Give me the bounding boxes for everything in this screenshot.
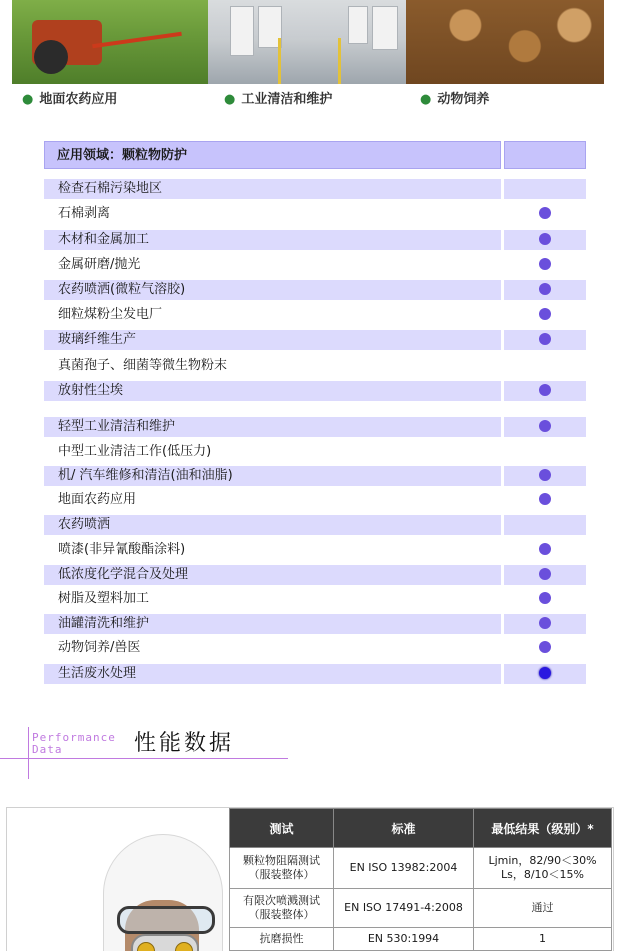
caption-text: 动物饲养 [437, 92, 490, 107]
caption-industrial [224, 88, 332, 107]
check-dot-icon [539, 420, 551, 432]
caption-animal [420, 88, 489, 107]
table-row [230, 848, 612, 889]
table-row [44, 638, 586, 658]
goggles-icon [117, 906, 215, 934]
respirator-mask-icon [131, 934, 199, 951]
check-dot-icon [539, 333, 551, 345]
application-mark-cell [504, 589, 586, 609]
performance-table-header-row [230, 809, 612, 848]
application-label: 轻型工业清洁和维护 [44, 417, 501, 437]
application-mark-cell [504, 490, 586, 510]
poultry-farm-photo [406, 0, 604, 84]
farm-tractor-photo [12, 0, 208, 84]
check-dot-icon [539, 493, 551, 505]
tractor-wheel [34, 40, 68, 74]
protective-suit-photo [103, 834, 223, 951]
application-mark-cell [504, 638, 586, 658]
check-dot-icon [539, 592, 551, 604]
application-label: 农药喷洒 [44, 515, 501, 535]
application-mark-cell [504, 179, 586, 199]
application-mark-cell [504, 381, 586, 401]
column-test: 测试 [230, 809, 334, 848]
table-row [44, 280, 586, 300]
table-row [44, 515, 586, 535]
application-label: 低浓度化学混合及处理 [44, 565, 501, 585]
machine-cabinet [230, 6, 254, 56]
test-note: （服装整体） [248, 868, 315, 881]
application-label: 玻璃纤维生产 [44, 330, 501, 350]
bullet-dot-icon: ● [420, 92, 432, 107]
application-mark-cell [504, 280, 586, 300]
photo-captions [0, 88, 620, 110]
result-line: Ls，8/10＜15% [500, 868, 584, 881]
application-label: 机/ 汽车维修和清洁(油和油脂) [44, 466, 501, 486]
application-mark-cell [504, 466, 586, 486]
table-row [44, 204, 586, 224]
application-mark-cell [504, 356, 586, 376]
application-label: 农药喷洒(微粒气溶胶) [44, 280, 501, 300]
application-mark-cell [504, 442, 586, 462]
application-label: 检查石棉污染地区 [44, 179, 501, 199]
test-cell: 抗磨损性 [230, 928, 334, 951]
application-label: 树脂及塑料加工 [58, 591, 150, 606]
application-header-mark-column [504, 141, 586, 169]
application-mark-cell [504, 540, 586, 560]
application-mark-cell [504, 305, 586, 325]
table-row [44, 442, 586, 462]
test-name: 颗粒物阻隔测试 [243, 854, 320, 867]
floor-stripe [278, 38, 281, 84]
heading-en-line: Data [32, 743, 63, 756]
performance-heading [28, 724, 298, 764]
check-dot-icon [539, 283, 551, 295]
test-cell [230, 889, 334, 928]
performance-heading-en [32, 732, 132, 756]
application-mark-cell [504, 204, 586, 224]
table-row [44, 417, 586, 437]
bullet-dot-icon: ● [224, 92, 236, 107]
table-row [44, 540, 586, 560]
table-row [44, 230, 586, 250]
application-mark-cell [504, 417, 586, 437]
check-dot-icon [539, 469, 551, 481]
heading-en-line: Performance [32, 731, 116, 744]
standard-cell: EN ISO 13982:2004 [334, 848, 474, 889]
table-row [44, 305, 586, 325]
application-mark-cell [504, 614, 586, 634]
table-row [230, 889, 612, 928]
application-label: 细粒煤粉尘发电厂 [58, 307, 163, 322]
check-dot-icon [539, 207, 551, 219]
performance-table [229, 808, 612, 951]
table-row [44, 589, 586, 609]
performance-heading-cn: 性能数据 [134, 731, 235, 756]
industrial-corridor-photo [208, 0, 406, 84]
table-row [44, 356, 586, 376]
result-cell [474, 848, 612, 889]
check-dot-icon [539, 568, 551, 580]
application-mark-cell [504, 565, 586, 585]
column-standard: 标准 [334, 809, 474, 848]
application-mark-cell [504, 330, 586, 350]
application-label: 放射性尘埃 [44, 381, 501, 401]
standard-cell: EN ISO 17491-4:2008 [334, 889, 474, 928]
table-row [44, 466, 586, 486]
machine-cabinet [372, 6, 398, 50]
check-dot-icon [539, 617, 551, 629]
application-label: 地面农药应用 [58, 492, 137, 507]
application-mark-cell [504, 230, 586, 250]
caption-text: 地面农药应用 [39, 92, 118, 107]
application-header-title: 应用领域：颗粒物防护 [44, 141, 501, 169]
table-row [44, 614, 586, 634]
table-row [44, 330, 586, 350]
test-name: 有限次喷溅测试 [243, 894, 320, 907]
check-dot-icon [539, 258, 551, 270]
table-row [44, 664, 586, 684]
check-dot-icon [539, 384, 551, 396]
application-label: 动物饲养/兽医 [58, 640, 141, 655]
result-cell: 1 [474, 928, 612, 951]
result-cell: 通过 [474, 889, 612, 928]
caption-text: 工业清洁和维护 [241, 92, 333, 107]
caption-farm [22, 88, 117, 107]
machine-cabinet [348, 6, 368, 44]
column-result: 最低结果（级别）* [474, 809, 612, 848]
application-mark-cell [504, 664, 586, 684]
application-label: 石棉剥离 [58, 206, 111, 221]
table-row [44, 565, 586, 585]
table-row [230, 928, 612, 951]
table-row [44, 381, 586, 401]
check-dot-icon [539, 543, 551, 555]
performance-data-panel [6, 807, 614, 951]
application-label: 中型工业清洁工作(低压力) [58, 444, 212, 459]
check-dot-icon [539, 233, 551, 245]
application-mark-cell [504, 515, 586, 535]
test-note: （服装整体） [248, 908, 315, 921]
application-label: 喷漆(非异氰酸酯涂料) [58, 542, 186, 557]
application-label: 生活废水处理 [44, 664, 501, 684]
table-row [44, 179, 586, 199]
result-line: Ljmin，82/90＜30% [488, 854, 597, 867]
table-row [44, 490, 586, 510]
sprayer-boom [92, 32, 182, 48]
check-dot-icon [539, 308, 551, 320]
application-mark-cell [504, 255, 586, 275]
application-table-header [44, 141, 586, 169]
application-table [44, 141, 586, 681]
check-dot-icon [539, 641, 551, 653]
application-label: 真菌孢子、细菌等微生物粉末 [58, 358, 228, 373]
application-label: 木材和金属加工 [44, 230, 501, 250]
test-cell [230, 848, 334, 889]
standard-cell: EN 530:1994 [334, 928, 474, 951]
application-label: 金属研磨/抛光 [58, 257, 141, 272]
check-dot-icon [539, 667, 551, 679]
table-row [44, 255, 586, 275]
floor-stripe [338, 38, 341, 84]
application-label: 油罐清洗和维护 [44, 614, 501, 634]
bullet-dot-icon: ● [22, 92, 34, 107]
